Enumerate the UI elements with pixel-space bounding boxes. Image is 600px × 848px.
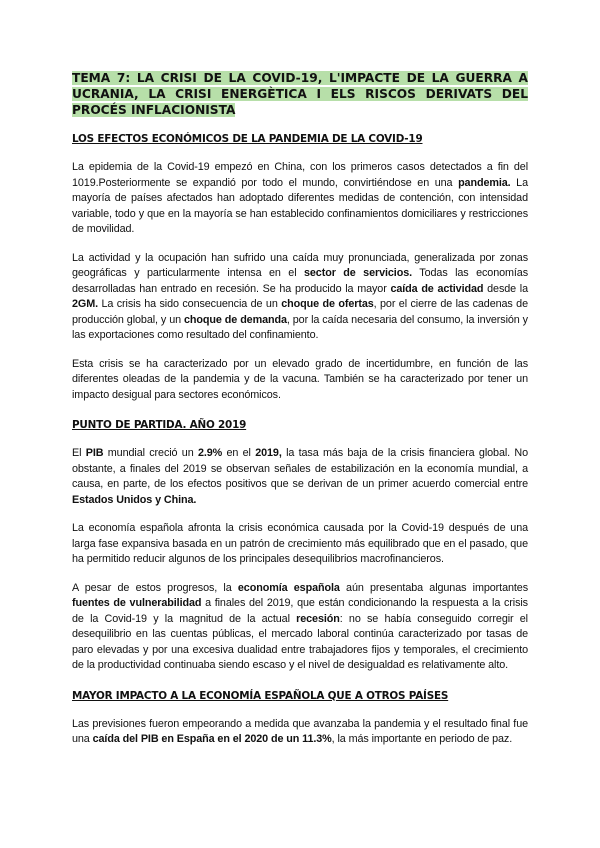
section-heading-pandemic-effects: LOS EFECTOS ECONÓMICOS DE LA PANDEMIA DE LA COVID-19 xyxy=(72,133,423,145)
paragraph-activity-drop: La actividad y la ocupación han sufrido una caída muy pronunciada, generalizada por zonas geográficas y particularmente intensa en el sector de servicios. Todas las economías desarrolladas han entrado en recesión. Se ha producido la mayor caída de actividad desde la 2GM. La crisis ha sido consecuencia de un choque de ofertas, por el cierre de las cadenas de producción global, y un choque de demanda, por la caída necesaria del consumo, la inversión y las exportaciones como resultado del confinamiento. xyxy=(72,251,529,341)
section-heading-greater-impact: MAYOR IMPACTO A LA ECONOMÍA ESPAÑOLA QUE A OTROS PAÍSES xyxy=(72,689,449,702)
document-title xyxy=(72,70,528,118)
paragraph-gdp-fall: Las previsiones fueron empeorando a medida que avanzaba la pandemia y el resultado final fue una caída del PIB en España en el 2020 de un 11.3%, la más importante en periodo de paz. xyxy=(72,717,528,745)
paragraph-vulnerabilities: A pesar de estos progresos, la economía española aún presentaba algunas importantes fuentes de vulnerabilidad a finales del 2019, que están condicionando la respuesta a la crisis de la Covid-19 y la magnitud de la actual recesión: no se había conseguido corregir el desequilibrio en las cuentas públicas, el mercado laboral continúa caracterizado por tasas de paro elevadas y por una excesiva dualidad entre trabajadores fijos y temporales, el crecimiento de la productividad continuaba siendo escaso y el nivel de desigualdad es relativamente alto. xyxy=(72,581,528,671)
document-page xyxy=(72,70,528,761)
title-highlight: TEMA 7: LA CRISI DE LA COVID-19, L'IMPACTE DE LA GUERRA A UCRANIA, LA CRISI ENERGÈTICA I ELS RISCOS DERIVATS DEL PROCÉS INFLACIONISTA xyxy=(72,71,528,117)
section-heading-starting-point: PUNTO DE PARTIDA. AÑO 2019 xyxy=(72,419,247,431)
paragraph-spanish-economy: La economía española afronta la crisis económica causada por la Covid-19 después de una larga fase expansiva basada en un patrón de crecimiento más equilibrado que en el pasado, que ha permitido reducir algunos de los principales desequilibrios macrofinancieros. xyxy=(72,522,528,565)
paragraph-epidemic-origin: La epidemia de la Covid-19 empezó en China, con los primeros casos detectados a fin del 1019.Posteriormente se expandió por todo el mundo, convirtiéndose en una pandemia. La mayoría de países afectados han adoptado diferentes medidas de contención, con intensidad variable, todo y que en la mayoría se han establecido confinamientos domiciliares y restricciones de movilidad. xyxy=(72,161,528,235)
paragraph-uncertainty: Esta crisis se ha caracterizado por un elevado grado de incertidumbre, en función de las diferentes oleadas de la pandemia y de la vacuna. También se ha caracterizado por tener un impacto desigual para sectores económicos. xyxy=(72,357,528,401)
paragraph-world-gdp: El PIB mundial creció un 2.9% en el 2019, la tasa más baja de la crisis financiera global. No obstante, a finales del 2019 se observan señales de estabilización en la economía mundial, a causa, en parte, de los efectos positivos que se derivan de un primer acuerdo comercial entre Estados Unidos y China. xyxy=(72,447,528,506)
